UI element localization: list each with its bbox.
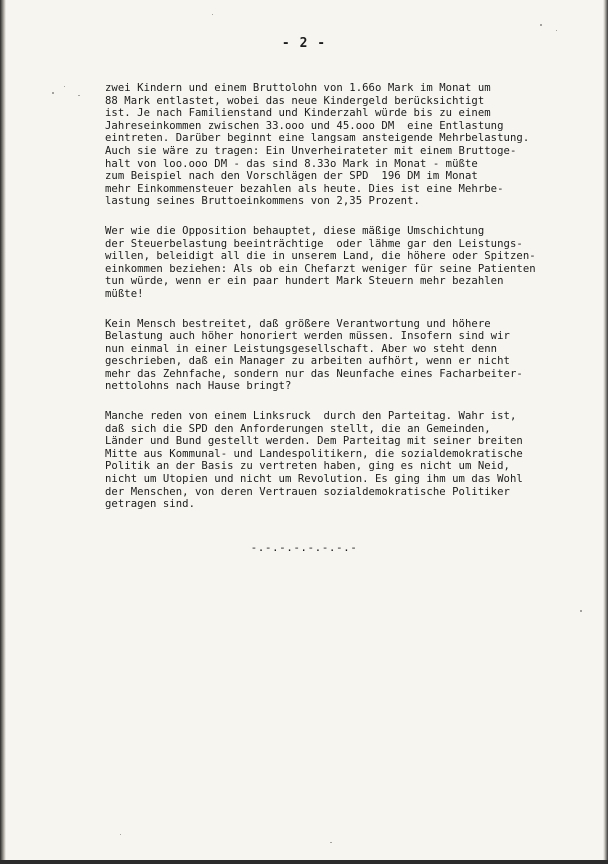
body-text [105,82,601,528]
paragraph [105,225,601,301]
scan-speck [52,92,54,94]
text-line: Länder und Bund gestellt werden. Dem Parteitag mit seiner breiten [105,435,523,448]
text-line: Manche reden von einem Linksruck durch den Parteitag. Wahr ist, [105,410,517,423]
scan-speck [540,24,542,26]
paragraph [105,82,601,208]
text-line: 88 Mark entlastet, wobei das neue Kindergeld berücksichtigt [105,94,485,107]
text-line: mehr das Zehnfache, sondern nur das Neunfache eines Facharbeiter- [105,367,523,380]
text-line: der Steuerbelastung beeinträchtige oder lähme gar den Leistungs- [105,237,523,250]
text-line: Mitte aus Kommunal- und Landespolitikern, die sozialdemokratische [105,447,523,460]
scan-edge-bottom [0,860,608,864]
text-line: getragen sind. [105,498,195,511]
text-line: einkommen beziehen: Als ob ein Chefarzt weniger für seine Patienten [105,262,536,275]
scan-speck [212,14,213,15]
text-line: der Menschen, von deren Vertrauen sozialdemokratische Politiker [105,485,510,498]
text-line: nun einmal in einer Leistungsgesellschaft. Aber wo steht denn [105,342,498,355]
text-line: eintreten. Darüber beginnt eine langsam ansteigende Mehrbelastung. [105,132,530,145]
scan-speck [556,30,557,31]
text-line: zwei Kindern und einem Bruttolohn von 1.66o Mark im Monat um [105,82,491,94]
paragraph [105,318,601,394]
scan-edge-right [603,0,608,864]
scan-speck [64,86,65,87]
text-line: ist. Je nach Familienstand und Kinderzahl würde bis zu einem [105,107,491,120]
section-separator: -.-.-.-.-.-.-.- [250,541,358,554]
text-line: willen, beleidigt all die in unserem Land, die höhere oder Spitzen- [105,250,536,263]
scan-speck [580,610,582,612]
text-line: Wer wie die Opposition behauptet, diese mäßige Umschichtung [105,224,485,237]
scan-speck [78,95,80,96]
text-line: Belastung auch höher honoriert werden müssen. Insofern sind wir [105,330,510,343]
text-line: lastung seines Bruttoeinkommens von 2,35 Prozent. [105,195,420,208]
scan-speck [120,834,121,835]
text-line: Jahreseinkommen zwischen 33.ooo und 45.ooo DM eine Entlastung [105,119,504,132]
paragraph [105,410,601,511]
text-line: müßte! [105,287,144,300]
page-number: - 2 - [281,36,327,51]
text-line: daß sich die SPD den Anforderungen stellt, die an Gemeinden, [105,422,491,435]
text-line: Politik an der Basis zu vertreten haben, ging es nicht um Neid, [105,460,510,473]
text-line: Auch sie wäre zu tragen: Ein Unverheirateter mit einem Bruttoge- [105,144,517,157]
scan-edge-left [0,0,6,864]
text-line: geschrieben, daß ein Manager zu arbeiten aufhört, wenn er nicht [105,355,510,368]
text-line: mehr Einkommensteuer bezahlen als heute. Dies ist eine Mehrbe- [105,182,504,195]
text-line: tun würde, wenn er ein paar hundert Mark Steuern mehr bezahlen [105,275,504,288]
scan-speck [330,842,332,843]
text-line: nettolohns nach Hause bringt? [105,380,292,393]
text-line: zum Beispiel nach den Vorschlägen der SPD 196 DM im Monat [105,170,478,183]
text-line: Kein Mensch bestreitet, daß größere Verantwortung und höhere [105,317,491,330]
text-line: halt von loo.ooo DM - das sind 8.33o Mark in Monat - müßte [105,157,478,170]
text-line: nicht um Utopien und nicht um Revolution. Es ging ihm um das Wohl [105,473,523,486]
